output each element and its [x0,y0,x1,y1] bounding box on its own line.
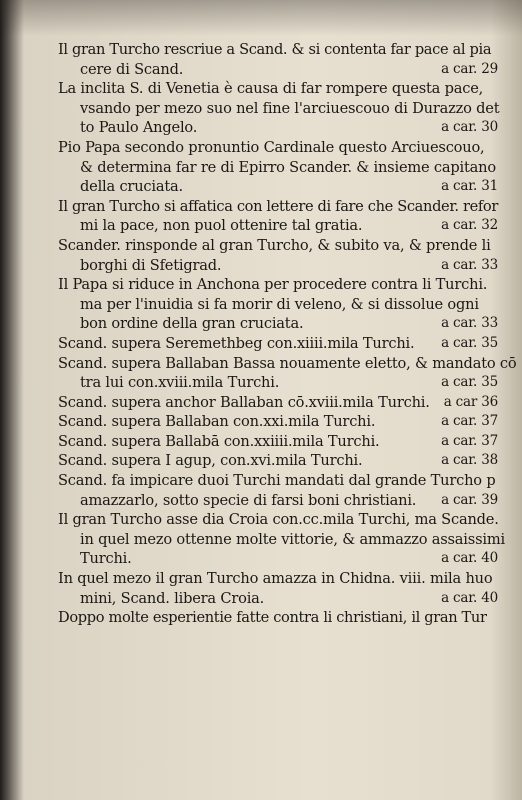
page-reference: a car. 33 [441,315,498,332]
index-entry [58,510,505,569]
index-entry [58,79,502,138]
entry-text: Doppo molte esperientie fatte contra li christiani, il gran Tur [58,609,487,627]
index-entry-line [58,393,502,413]
index-entry [58,197,502,236]
index-entry [58,138,502,197]
index-entry-line [58,118,502,138]
entry-text: Scander. rinsponde al gran Turcho, & subito va, & prende li [58,236,491,254]
entry-text: Scand. supera anchor Ballaban cō.xviii.mila Turchi. [58,393,430,411]
entry-text: Turchi. [80,550,132,568]
entry-text: Il gran Turcho si affatica con lettere di fare che Scander. refor [58,197,498,215]
index-of-contents [58,40,517,628]
index-entry [58,432,502,452]
page-reference: a car. 29 [441,60,498,77]
entry-text: La inclita S. di Venetia è causa di far rompere questa pace, [58,80,484,98]
entry-text: In quel mezo il gran Turcho amazza in Chidna. viii. mila huo [58,570,493,588]
index-entry-line [58,432,502,452]
entry-text: Pio Papa secondo pronuntio Cardinale questo Arciuescouo, [58,138,485,156]
entry-text: Scand. supera Seremethbeg con.xiiii.mila Turchi. [58,334,415,352]
index-entry-line [58,197,502,217]
index-entry-line [58,177,502,197]
entry-text: mini, Scand. libera Croia. [80,589,265,607]
page-reference: a car. 37 [441,413,498,430]
index-entry [58,275,502,334]
entry-text: tra lui con.xviii.mila Turchi. [80,374,280,392]
index-entry-line [58,79,502,99]
index-entry-line [58,138,502,158]
index-entry-line [58,256,502,276]
index-entry [58,354,517,393]
index-entry-line [58,491,502,511]
entry-text: Il gran Turcho rescriue a Scand. & si contenta far pace al pia [58,41,492,58]
index-entry [58,236,502,275]
entry-text: Scand. supera Ballabā con.xxiiii.mila Turchi. [58,432,380,450]
page-reference: a car. 39 [441,491,498,508]
entry-text: Il gran Turcho asse dia Croia con.cc.mila Turchi, ma Scande. [58,511,499,529]
entry-text: Scand. supera Ballaban con.xxi.mila Turchi. [58,413,376,431]
entry-text: della cruciata. [80,178,183,196]
index-entry [58,451,502,471]
index-entry [58,393,502,413]
index-entry-line [58,275,502,295]
index-entry-line [58,40,502,60]
entry-text: Scand. fa impicare duoi Turchi mandati dal grande Turcho p [58,472,496,490]
entry-text: Scand. supera I agup, con.xvi.mila Turchi. [58,452,363,470]
index-entry-line [58,99,502,119]
index-entry-line [58,471,502,491]
index-entry-line [58,158,502,178]
entry-text: ma per l'inuidia si fa morir di veleno, & si dissolue ogni [80,295,479,313]
index-entry [58,40,502,79]
index-entry-line [58,295,502,315]
index-entry-line [58,530,505,550]
entry-text: amazzarlo, sotto specie di farsi boni christiani. [80,491,417,509]
index-entry-line [58,608,502,628]
page-reference: a car. 35 [441,334,498,351]
page-shadow [0,0,522,36]
page-reference: a car. 33 [441,256,498,273]
index-entry [58,471,502,510]
page-reference: a car. 32 [441,217,498,234]
index-entry-line [58,412,502,432]
entry-text: Scand. supera Ballaban Bassa nouamente eletto, & mandato cō [58,354,517,372]
entry-text: vsando per mezo suo nel fine l'arciuescouo di Durazzo det [80,99,500,117]
index-entry-line [58,569,502,589]
index-entry-line [58,510,502,530]
entry-text: borghi di Sfetigrad. [80,256,222,274]
index-entry-line [58,236,502,256]
entry-text: mi la pace, non puol ottenire tal gratia. [80,217,363,235]
entry-text: bon ordine della gran cruciata. [80,315,304,333]
index-entry-line [58,589,502,609]
page-reference: a car. 31 [441,178,498,195]
page-reference: a car. 38 [441,452,498,469]
index-entry-line [58,373,502,393]
index-entry [58,334,502,354]
index-entry-line [58,314,502,334]
page-reference: a car. 40 [441,550,498,567]
index-entry [58,412,502,432]
page-reference: a car. 35 [441,374,498,391]
index-entry-line [58,60,502,80]
index-entry-line [58,354,517,374]
entry-text: in quel mezo ottenne molte vittorie, & ammazzo assaissimi [80,530,505,548]
index-entry [58,569,502,608]
entry-text: cere di Scand. [80,60,184,78]
entry-text: Il Papa si riduce in Anchona per procedere contra li Turchi. [58,276,488,294]
page-reference: a car. 37 [441,432,498,449]
index-entry-line [58,549,502,569]
index-entry-line [58,334,502,354]
page-reference: a car 36 [443,393,498,410]
index-entry [58,608,502,628]
entry-text: & determina far re di Epirro Scander. & insieme capitano [80,158,496,176]
index-entry-line [58,451,502,471]
page-reference: a car. 40 [441,589,498,606]
page-reference: a car. 30 [441,119,498,136]
entry-text: to Paulo Angelo. [80,119,198,137]
index-entry-line [58,216,502,236]
